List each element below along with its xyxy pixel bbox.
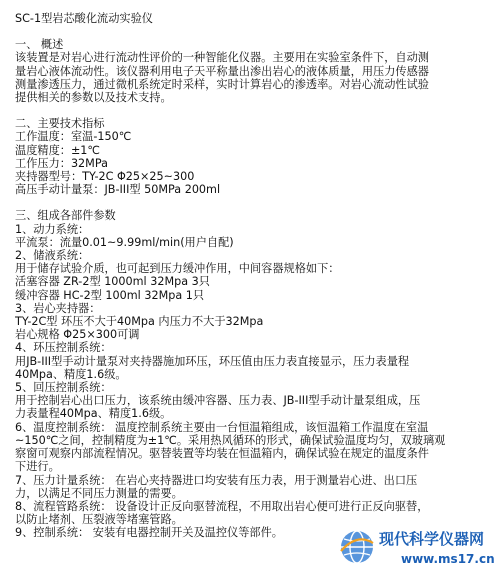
component-line: 8、流程管路系统： 设备设计正反向驱替流程，不用取出岩心便可进行正反向驱替，	[15, 499, 429, 513]
component-line: 6、温度控制系统： 温度控制系统主要由一台恒温箱组成，该恒温箱工作温度在室温	[15, 420, 429, 434]
component-line: 平流泵：流量0.01~9.99ml/min(用户自配)	[15, 235, 234, 249]
component-line: 用JB-III型手动计量泵对夹持器施加环压，环压值由压力表直接显示，压力表量程	[15, 354, 410, 368]
document-title: SC-1型岩芯酸化流动实验仪	[15, 12, 153, 25]
spec-line: 工作压力：32MPa	[15, 156, 108, 170]
components-list	[15, 223, 487, 540]
component-line: 活塞容器 ZR-2型 1000ml 32Mpa 3只	[15, 275, 210, 289]
watermark-site-name: 现代科学仪器网	[379, 530, 485, 548]
component-line: 察窗可观察内部流程情况。驱替装置等均装在恒温箱内，确保试验在规定的温度条件	[15, 447, 429, 461]
overview-line: 提供相关的参数以及技术支持。	[15, 91, 172, 105]
component-line: 5、回压控制系统：	[15, 381, 112, 395]
component-line: 3、岩心夹持器：	[15, 301, 101, 315]
document-body	[15, 12, 487, 540]
component-line: 9、控制系统： 安装有电器控制开关及温控仪等部件。	[15, 526, 283, 540]
component-line: TY-2C型 环压不大于40Mpa 内压力不大于32Mpa	[15, 315, 264, 329]
site-watermark	[339, 527, 495, 571]
globe-logo-icon	[339, 529, 375, 565]
component-line: 缓冲容器 HC-2型 100ml 32Mpa 1只	[15, 288, 205, 302]
watermark-url: www.ms17.cn	[401, 552, 495, 566]
component-line: 岩心规格 Φ25×300可调	[15, 328, 140, 342]
component-line: 40Mpa、精度1.6级。	[15, 367, 127, 381]
spec-line: 温度精度：±1℃	[15, 143, 100, 157]
spec-line: 工作温度：室温-150℃	[15, 130, 132, 144]
component-line: ~150℃之间，控制精度为±1℃。采用热风循环的形式，确保试验温度均匀，双玻璃观	[15, 433, 446, 447]
component-line: 1、动力系统：	[15, 222, 90, 236]
section-heading-specs: 二、主要技术指标	[15, 117, 105, 131]
component-line: 7、压力计量系统： 在岩心夹持器进口均安装有压力表，用于测量岩心进、出口压	[15, 473, 418, 487]
component-line: 用于控制岩心出口压力，该系统由缓冲容器、压力表、JB-III型手动计量泵组成，压	[15, 394, 421, 408]
section-heading-components: 三、组成各部件参数	[15, 209, 116, 223]
section-heading-overview: 一、 概述	[15, 38, 64, 52]
component-line: 力表量程40Mpa、精度1.6级。	[15, 407, 172, 421]
overview-paragraph	[15, 51, 487, 104]
component-line: 以防止堵剂、压裂液等堵塞管路。	[15, 513, 183, 527]
spec-line: 高压手动计量泵：JB-III型 50MPa 200ml	[15, 183, 221, 197]
component-line: 力，以满足不同压力测量的需要。	[15, 486, 183, 500]
overview-line: 量岩心液体流动性。该仪器利用电子天平称量出渗出岩心的液体质量，用压力传感器	[15, 64, 429, 78]
component-line: 下进行。	[15, 460, 60, 474]
spec-line: 夹持器型号：TY-2C Φ25×25~300	[15, 170, 195, 184]
component-line: 4、环压控制系统：	[15, 341, 112, 355]
component-line: 2、储液系统：	[15, 249, 90, 263]
component-line: 用于储存试验介质，也可起到压力缓冲作用，中间容器规格如下：	[15, 262, 340, 276]
overview-line: 测量渗透压力，通过微机系统定时采样，实时计算岩心的渗透率。对岩心流动性试验	[15, 77, 429, 91]
specs-list	[15, 130, 487, 196]
overview-line: 该装置是对岩心进行流动性评价的一种智能化仪器。主要用在实验室条件下，自动测	[15, 51, 429, 65]
